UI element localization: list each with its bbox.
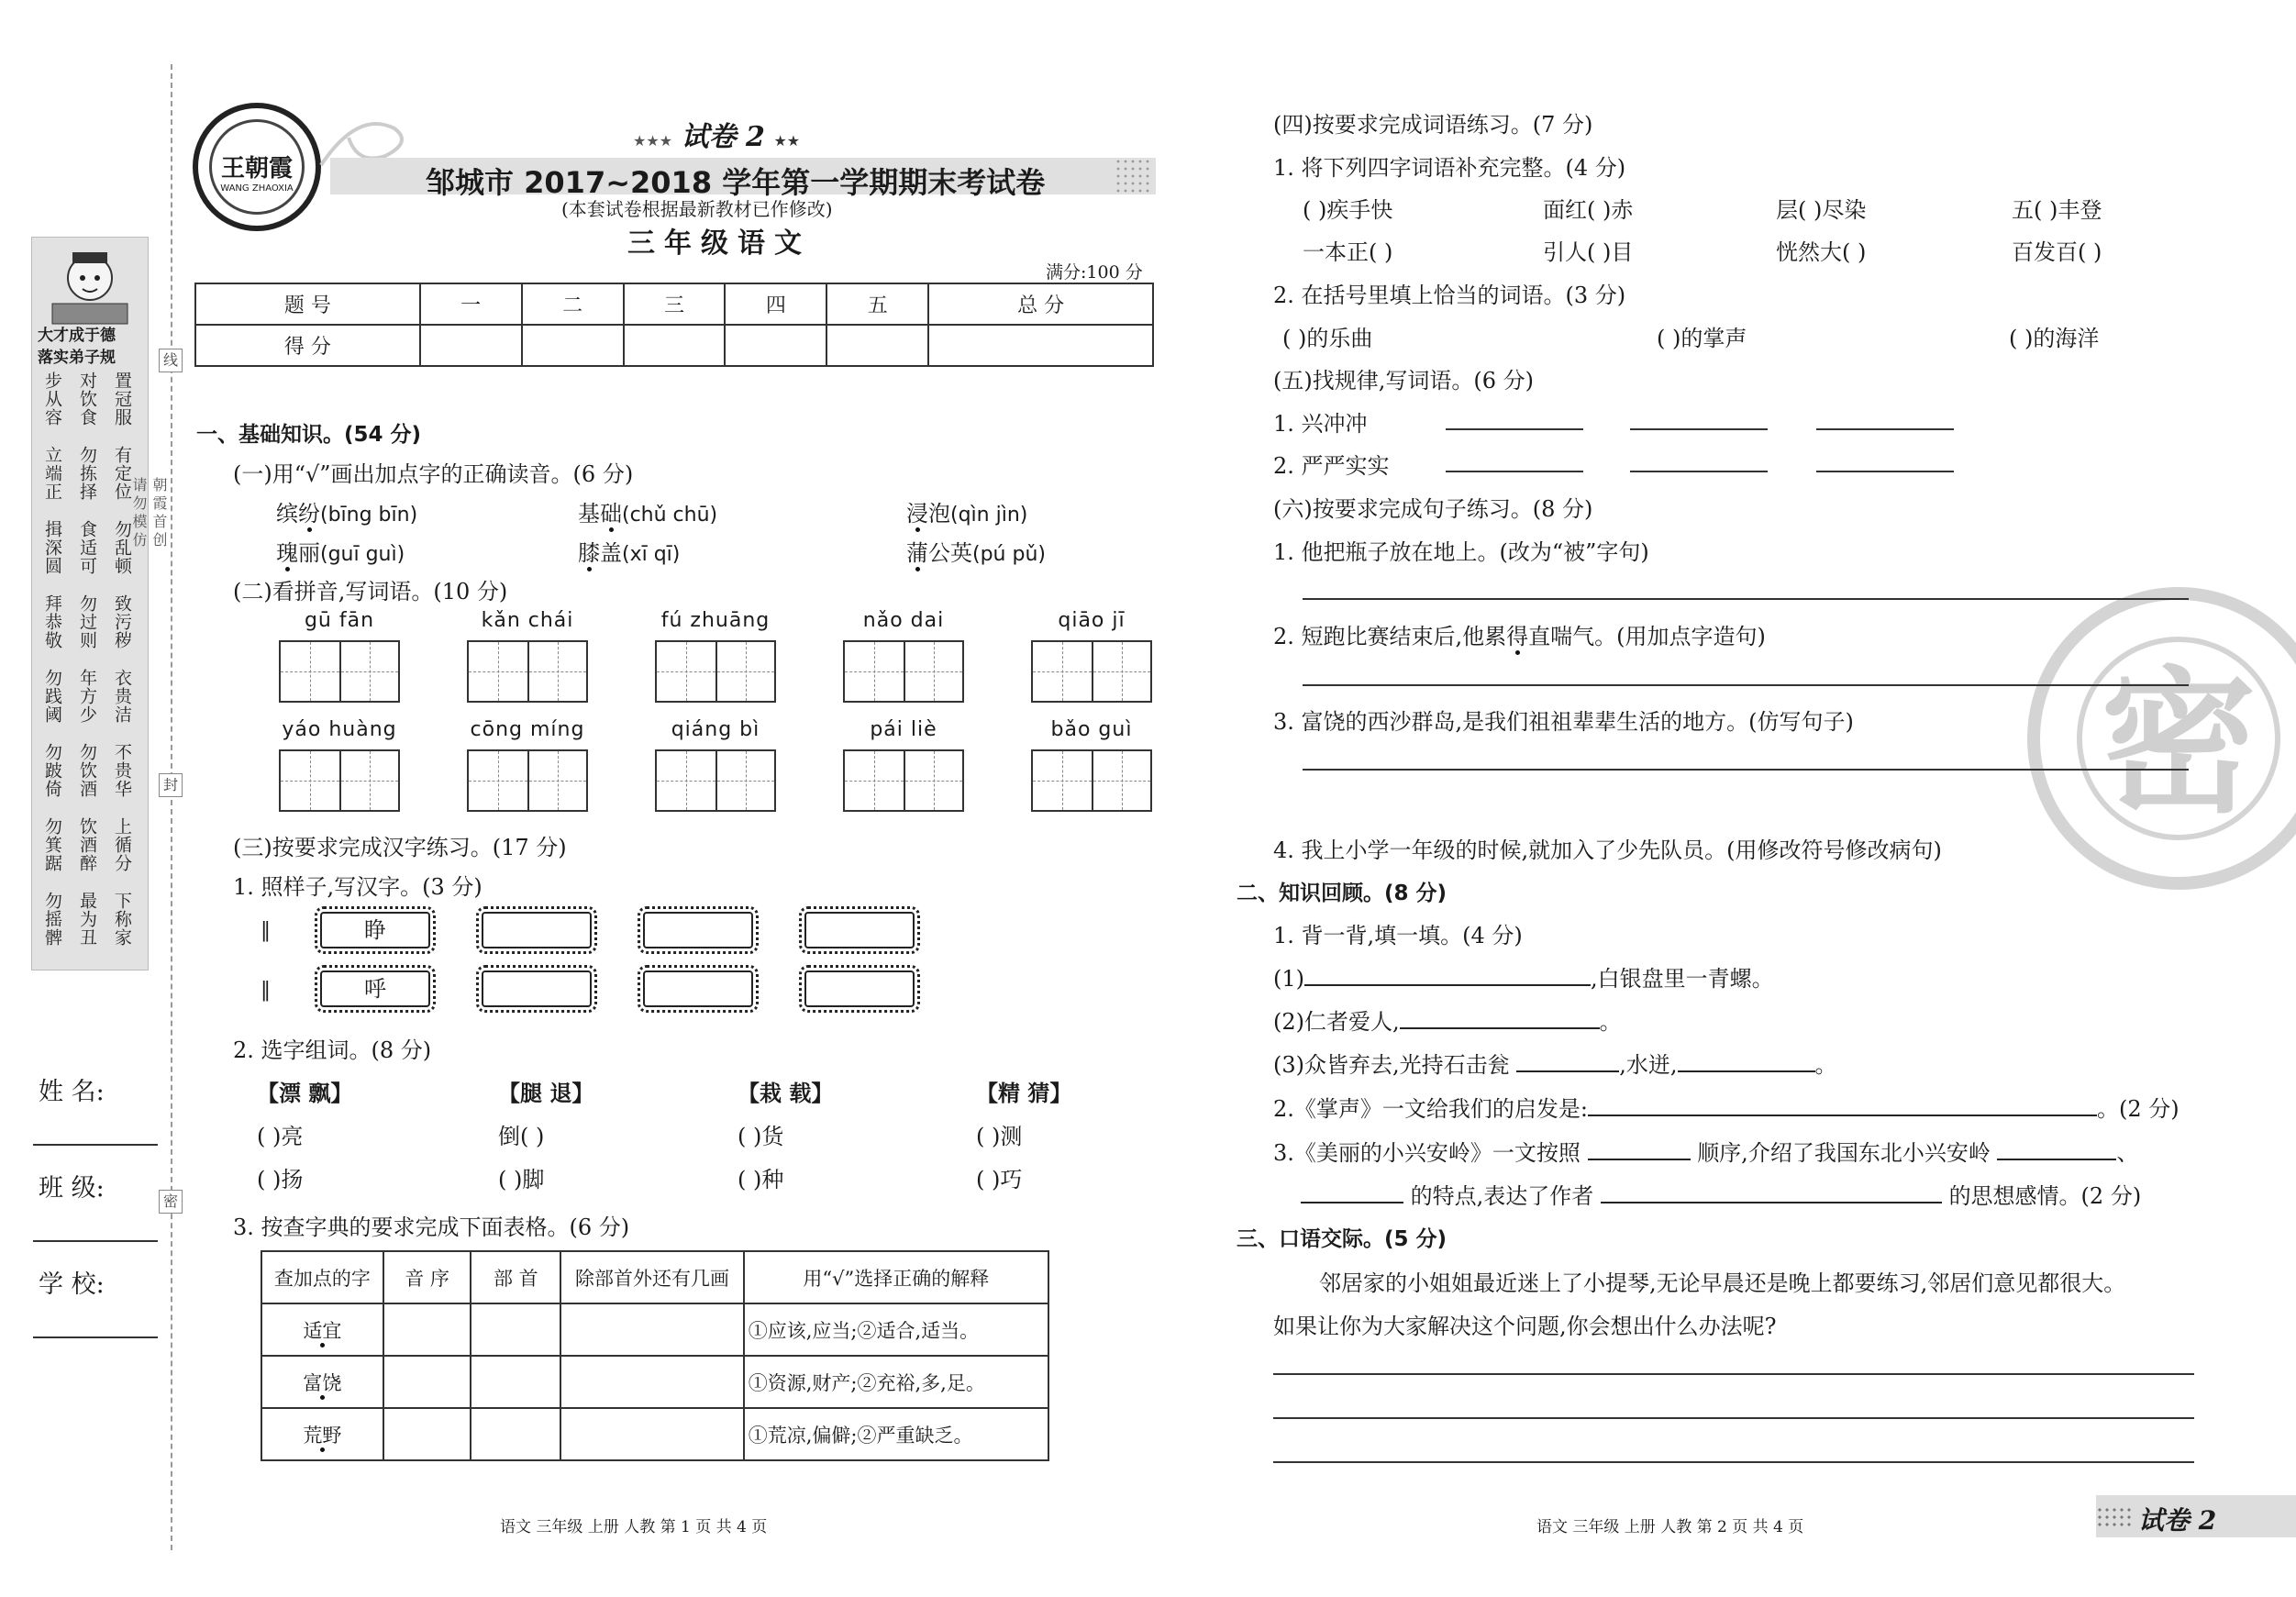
stars-right: ★★ (773, 132, 801, 150)
binder-note-1: 朝霞首创 (150, 477, 168, 550)
reading-item-pinyin[interactable]: (xī qī) (622, 543, 681, 566)
motto-column: 勿过则 (77, 594, 97, 649)
motto-column: 不贵华 (112, 743, 132, 798)
motto-column: 勿箕踞 (42, 817, 62, 872)
dict-header-cell: 查加点的字 (261, 1251, 383, 1303)
part2-q2 (1273, 1091, 2180, 1123)
writing-grid[interactable] (279, 749, 400, 812)
writing-grid-cell[interactable] (469, 642, 527, 701)
binder-note-2: 请勿模仿 (130, 477, 148, 550)
reading-item-dotted-char: 瑰 (276, 540, 298, 566)
dict-word-cell (261, 1303, 383, 1356)
writing-grid[interactable] (1031, 640, 1152, 703)
poem-line-2-post: 。 (1599, 1009, 1622, 1035)
q6-s3: 3. 富饶的西沙群岛,是我们祖祖辈辈生活的地方。(仿写句子) (1273, 709, 1854, 735)
score-header-cell: 四 (725, 283, 826, 325)
word-pair: 【精 猜】 (976, 1080, 1072, 1106)
radical-mark-2: ‖ (261, 979, 271, 1002)
dict-header-cell: 除部首外还有几画 (560, 1251, 743, 1303)
score-input-cell[interactable] (725, 325, 826, 366)
reading-item-pinyin[interactable]: (chǔ chū) (622, 504, 718, 527)
q6-s2-dot: 得 (1506, 624, 1529, 649)
binder-mark-xian: 线 (159, 349, 183, 372)
writing-grid[interactable] (467, 749, 588, 812)
school-label: 学 校: (39, 1270, 105, 1299)
score-input-cell[interactable] (826, 325, 928, 366)
word-blank[interactable]: ( )扬 (257, 1167, 304, 1192)
word-blank[interactable]: ( )种 (738, 1167, 784, 1192)
reading-item-dotted-char: 膝 (578, 540, 600, 566)
sidebar-panel (31, 237, 149, 970)
dict-row (261, 1303, 1048, 1356)
school-field[interactable] (33, 1336, 158, 1338)
writing-grid-cell[interactable] (904, 751, 962, 810)
binder-mark-feng: 封 (159, 773, 183, 797)
pinyin-label: qiāo jī (1058, 609, 1126, 632)
q3-sub1: 1. 照样子,写汉字。(3 分) (233, 874, 482, 900)
dict-header-cell: 部 首 (471, 1251, 560, 1303)
q5-blank-1[interactable] (1446, 428, 1583, 430)
title-band-dots (1115, 158, 1151, 194)
reading-item-dotted-char: 础 (600, 501, 622, 527)
motto-column: 勿践阈 (42, 669, 62, 724)
brand-logo (193, 103, 321, 231)
writing-grid-cell[interactable] (469, 751, 527, 810)
motto-column: 勿饮酒 (77, 743, 97, 798)
writing-grid[interactable] (843, 749, 964, 812)
score-input-cell[interactable] (928, 325, 1153, 366)
writing-grid[interactable] (843, 640, 964, 703)
motto-column: 食适可 (77, 520, 97, 575)
writing-grid[interactable] (655, 640, 776, 703)
part2-q3-end: 、 (2116, 1140, 2139, 1166)
poem-line-2-pre: (2)仁者爱人, (1273, 1009, 1400, 1035)
stars-left: ★★★ (633, 132, 673, 150)
idiom-blank[interactable]: 百发百( ) (2012, 239, 2102, 265)
corner-tag-dots (2096, 1506, 2133, 1526)
dict-input-radical[interactable] (471, 1303, 560, 1356)
part2-q2-pre: 2.《掌声》一文给我们的启发是: (1273, 1096, 1588, 1122)
dict-header-cell: 音 序 (383, 1251, 471, 1303)
class-field[interactable] (33, 1240, 158, 1242)
footer-left: 语文 三年级 上册 人教 第 1 页 共 4 页 (500, 1518, 768, 1536)
part2-sub1: 1. 背一背,填一填。(4 分) (1273, 923, 1523, 948)
pinyin-group (843, 718, 964, 812)
poem-line-1-pre: (1) (1273, 966, 1304, 992)
paper-label: 试卷 2 (681, 121, 765, 153)
score-header-cell: 二 (522, 283, 624, 325)
score-table (194, 283, 1154, 367)
logo-text: 王朝霞 (220, 155, 293, 183)
reading-item-dotted-char: 纷 (298, 501, 320, 527)
paper-label-row (633, 114, 800, 154)
part2-q3-line2 (1301, 1178, 2141, 1210)
score-input-cell[interactable] (522, 325, 624, 366)
reading-item-post: 公英 (928, 540, 972, 566)
score-header-cell: 五 (826, 283, 928, 325)
reading-item-pre: 缤 (276, 501, 298, 527)
writing-grid-cell[interactable] (715, 751, 774, 810)
score-header-cell: 总 分 (928, 283, 1153, 325)
score-row-label: 得 分 (195, 325, 420, 366)
pinyin-label: nǎo dai (862, 609, 945, 632)
pinyin-group (1031, 609, 1152, 703)
exam-subject: 三年级语文 (627, 227, 811, 260)
full-score: 满分:100 分 (1046, 262, 1143, 283)
reading-item-pinyin[interactable]: (bīng bīn) (320, 504, 418, 527)
idiom-blank[interactable]: 层( )尽染 (1776, 197, 1867, 223)
q6-s4: 4. 我上小学一年级的时候,就加入了少先队员。(用修改符号修改病句) (1273, 837, 1942, 863)
pinyin-group (655, 718, 776, 812)
q1-title: (一)用“√”画出加点字的正确读音。(6 分) (233, 461, 634, 487)
q6-answer-line-3[interactable] (1303, 769, 2189, 771)
radical-mark-1: ‖ (261, 919, 271, 942)
reading-item-pinyin[interactable]: (guī guì) (320, 543, 405, 566)
q4-sub1: 1. 将下列四字词语补充完整。(4 分) (1273, 155, 1626, 181)
word-blank[interactable]: ( )亮 (257, 1124, 304, 1149)
phrase-blank[interactable]: ( )的海洋 (2009, 326, 2100, 351)
writing-grid-cell[interactable] (715, 642, 774, 701)
phrase-blank[interactable]: ( )的掌声 (1657, 326, 1747, 351)
answer-frame-3[interactable] (799, 906, 920, 954)
logo-subtext: WANG ZHAOXIA (220, 183, 294, 194)
writing-grid-cell[interactable] (1092, 751, 1150, 810)
idiom-blank[interactable]: 一本正( ) (1303, 239, 1393, 265)
writing-grid[interactable] (1031, 749, 1152, 812)
reading-item (276, 535, 405, 567)
writing-grid-cell[interactable] (904, 642, 962, 701)
q5-blank-3[interactable] (1816, 428, 1954, 430)
name-label: 姓 名: (39, 1078, 105, 1106)
dict-word: 适宜 (303, 1319, 342, 1342)
motto-column: 衣贵洁 (112, 669, 132, 724)
binding-dashed-line (171, 64, 172, 1550)
word-pair: 【漂 飘】 (257, 1080, 353, 1106)
motto-column: 饮酒醉 (77, 817, 97, 872)
q6-s2-post: 直喘气。(用加点字造句) (1528, 624, 1766, 649)
dict-word-cell (261, 1356, 383, 1408)
dict-input-order[interactable] (383, 1356, 471, 1408)
writing-grid-cell[interactable] (1092, 642, 1150, 701)
motto-column: 对饮食 (77, 372, 97, 427)
dict-input-strokes[interactable] (560, 1356, 743, 1408)
part3-paragraph-2: 如果让你为大家解决这个问题,你会想出什么办法呢? (1273, 1314, 1777, 1339)
poem-line-1 (1273, 960, 1774, 993)
word-pair: 【腿 退】 (498, 1080, 594, 1106)
poem-blank-3[interactable] (1516, 1048, 1619, 1072)
reading-item-post: 泡 (928, 501, 950, 527)
writing-grid[interactable] (467, 640, 588, 703)
motto-column: 勿摇髀 (42, 892, 62, 947)
pinyin-group (467, 609, 588, 703)
idiom-blank[interactable]: ( )疾手快 (1303, 197, 1393, 223)
motto-column: 步从容 (42, 372, 62, 427)
answer-frame-2[interactable] (638, 906, 759, 954)
q6-s2-pre: 2. 短跑比赛结束后,他累 (1273, 624, 1507, 649)
q5-blank-2[interactable] (1630, 428, 1768, 430)
part2-q3-blank-4[interactable] (1601, 1180, 1942, 1203)
q5-blank-5[interactable] (1630, 471, 1768, 472)
cartoon-caption-1: 大才成于德 (38, 327, 116, 345)
idiom-blank[interactable]: 五( )丰登 (2012, 197, 2102, 223)
pinyin-label: qiáng bì (671, 718, 760, 741)
part3-paragraph-1: 邻居家的小姐姐最近迷上了小提琴,无论早晨还是晚上都要练习,邻居们意见都很大。 (1319, 1270, 2126, 1296)
word-blank[interactable]: ( )巧 (976, 1167, 1023, 1192)
writing-grid-cell[interactable] (657, 751, 715, 810)
poem-line-3-pre: (3)众皆弃去,光持石击瓮 (1273, 1052, 1510, 1078)
score-header-cell: 三 (624, 283, 726, 325)
answer-frame-6[interactable] (799, 965, 920, 1013)
pinyin-label: yáo huàng (282, 718, 397, 741)
motto-column: 致污秽 (112, 594, 132, 649)
motto-column: 立端正 (42, 446, 62, 501)
corner-tag-label: 试卷 2 (2138, 1505, 2217, 1536)
score-input-cell[interactable] (420, 325, 522, 366)
q3-sub3: 3. 按查字典的要求完成下面表格。(6 分) (233, 1214, 630, 1240)
part3-heading: 三、口语交际。(5 分) (1237, 1227, 1447, 1251)
q6-s2 (1273, 618, 1766, 650)
writing-grid-cell[interactable] (339, 642, 398, 701)
motto-column: 有定位 (112, 446, 132, 501)
reading-item-post: 丽 (298, 540, 320, 566)
dict-meaning-cell[interactable]: ①应该,应当;②适合,适当。 (744, 1303, 1048, 1356)
part2-heading: 二、知识回顾。(8 分) (1237, 882, 1447, 905)
idiom-blank[interactable]: 面红( )赤 (1543, 197, 1634, 223)
q6-answer-line-2[interactable] (1303, 684, 2189, 686)
pinyin-label: bǎo guì (1050, 718, 1133, 741)
dict-input-strokes[interactable] (560, 1303, 743, 1356)
cartoon-caption-2: 落实弟子规 (38, 349, 116, 367)
poem-blank-2[interactable] (1400, 1005, 1600, 1029)
word-blank[interactable]: ( )货 (738, 1124, 784, 1149)
dict-word-cell (261, 1408, 383, 1460)
q5-blank-6[interactable] (1816, 471, 1954, 472)
writing-grid[interactable] (655, 749, 776, 812)
phrase-blank[interactable]: ( )的乐曲 (1282, 326, 1373, 351)
part3-answer-line-3[interactable] (1273, 1461, 2194, 1463)
part3-answer-line-2[interactable] (1273, 1417, 2194, 1419)
motto-column: 拜恭敬 (42, 594, 62, 649)
name-field[interactable] (33, 1144, 158, 1146)
dict-meaning-cell[interactable]: ①荒凉,偏僻;②严重缺乏。 (744, 1408, 1048, 1460)
part1-heading: 一、基础知识。(54 分) (196, 423, 422, 447)
reading-item (276, 495, 417, 527)
q5-title: (五)找规律,写词语。(6 分) (1273, 368, 1534, 394)
q4-title: (四)按要求完成词语练习。(7 分) (1273, 112, 1593, 138)
idiom-blank[interactable]: 恍然大( ) (1776, 239, 1867, 265)
poem-line-1-post: ,白银盘里一青螺。 (1591, 966, 1774, 992)
q6-answer-line-1[interactable] (1303, 598, 2189, 600)
reading-item (906, 535, 1046, 567)
writing-grid[interactable] (279, 640, 400, 703)
part2-q3-blank-2[interactable] (1997, 1137, 2116, 1160)
q5-blank-4[interactable] (1446, 471, 1583, 472)
answer-frame-5[interactable] (638, 965, 759, 1013)
motto-column: 最为丑 (77, 892, 97, 947)
binder-mark-mi: 密 (159, 1190, 183, 1214)
exam-note: (本套试卷根据最新教材已作修改) (561, 198, 833, 220)
word-pair: 【栽 载】 (738, 1080, 834, 1106)
dict-input-radical[interactable] (471, 1408, 560, 1460)
dict-row (261, 1356, 1048, 1408)
class-label: 班 级: (39, 1174, 105, 1203)
part2-q3b-mid: 的特点,表达了作者 (1410, 1183, 1594, 1209)
word-blank[interactable]: ( )测 (976, 1124, 1023, 1149)
corner-tag (2096, 1495, 2296, 1537)
poem-line-3 (1273, 1047, 1837, 1079)
reading-item-dotted-char: 浸 (906, 501, 928, 527)
score-header-label: 题 号 (195, 283, 420, 325)
reading-item-pinyin[interactable]: (pú pǔ) (972, 543, 1046, 566)
pinyin-group (279, 609, 400, 703)
reading-item-dotted-char: 蒲 (906, 540, 928, 566)
dictionary-table (261, 1250, 1049, 1461)
dict-header-cell: 用“√”选择正确的解释 (744, 1251, 1048, 1303)
pinyin-group (279, 718, 400, 812)
writing-grid-cell[interactable] (527, 751, 586, 810)
score-header-cell: 一 (420, 283, 522, 325)
dict-word: 富饶 (303, 1371, 342, 1394)
poem-line-3-post: 。 (1814, 1052, 1837, 1078)
motto-column: 上循分 (112, 817, 132, 872)
writing-grid-cell[interactable] (281, 751, 339, 810)
writing-grid-cell[interactable] (1033, 642, 1092, 701)
reading-item-pinyin[interactable]: (qìn jìn) (950, 504, 1028, 527)
poem-blank-1[interactable] (1304, 962, 1591, 986)
writing-grid-cell[interactable] (845, 751, 904, 810)
reading-item (578, 495, 717, 527)
part2-q2-blank[interactable] (1588, 1092, 2097, 1116)
q3-sub2: 2. 选字组词。(8 分) (233, 1037, 432, 1063)
dict-input-order[interactable] (383, 1408, 471, 1460)
pinyin-label: cōng míng (470, 718, 585, 741)
pinyin-group (467, 718, 588, 812)
motto-column: 年方少 (77, 669, 97, 724)
reading-item-post: 盖 (600, 540, 622, 566)
q6-title: (六)按要求完成句子练习。(8 分) (1273, 496, 1593, 522)
dict-input-radical[interactable] (471, 1356, 560, 1408)
footer-right: 语文 三年级 上册 人教 第 2 页 共 4 页 (1536, 1518, 1804, 1536)
writing-grid-cell[interactable] (527, 642, 586, 701)
part2-q3-mid: 顺序,介绍了我国东北小兴安岭 (1697, 1140, 1991, 1166)
score-input-cell[interactable] (624, 325, 726, 366)
poem-line-3-mid: ,水迸, (1619, 1052, 1678, 1078)
writing-grid-cell[interactable] (281, 642, 339, 701)
q3-title: (三)按要求完成汉字练习。(17 分) (233, 835, 567, 860)
dict-meaning-cell[interactable]: ①资源,财产;②充裕,多,足。 (744, 1356, 1048, 1408)
pinyin-label: pái liè (870, 718, 937, 741)
q5-item1: 1. 兴冲冲 (1273, 411, 1368, 437)
q2-title: (二)看拼音,写词语。(10 分) (233, 579, 508, 604)
writing-grid-cell[interactable] (339, 751, 398, 810)
writing-grid-cell[interactable] (1033, 751, 1092, 810)
part2-q2-post: 。(2 分) (2096, 1096, 2180, 1122)
writing-grid-cell[interactable] (657, 642, 715, 701)
word-blank[interactable]: 倒( ) (498, 1124, 545, 1149)
stamp-char: 密 (2077, 637, 2280, 840)
pinyin-label: kǎn chái (481, 609, 574, 632)
reading-item (906, 495, 1027, 527)
writing-grid-cell[interactable] (845, 642, 904, 701)
reading-item (578, 535, 680, 567)
motto-column: 置冠服 (112, 372, 132, 427)
dict-input-strokes[interactable] (560, 1408, 743, 1460)
part2-q3-blank-3[interactable] (1301, 1180, 1403, 1203)
word-blank[interactable]: ( )脚 (498, 1167, 545, 1192)
reading-item-pre: 基 (578, 501, 600, 527)
poem-blank-4[interactable] (1678, 1048, 1815, 1072)
q5-item2: 2. 严严实实 (1273, 453, 1390, 479)
sample-frame-1: 睁 (315, 906, 436, 954)
confidential-stamp (2027, 587, 2296, 890)
part2-q3b-post: 的思想感情。(2 分) (1948, 1183, 2142, 1209)
motto-column: 揖深圆 (42, 520, 62, 575)
answer-frame-1[interactable] (476, 906, 597, 954)
pinyin-group (843, 609, 964, 703)
motto-column: 勿拣择 (77, 446, 97, 501)
motto-column: 勿乱顿 (112, 520, 132, 575)
part2-q3-blank-1[interactable] (1588, 1137, 1691, 1160)
pinyin-group (1031, 718, 1152, 812)
motto-column: 下称家 (112, 892, 132, 947)
dict-input-order[interactable] (383, 1303, 471, 1356)
exam-title: 邹城市 2017~2018 学年第一学期期末考试卷 (426, 165, 1046, 200)
sample-frame-2: 呼 (315, 965, 436, 1013)
part3-answer-line-1[interactable] (1273, 1373, 2194, 1375)
q6-s1: 1. 他把瓶子放在地上。(改为“被”字句) (1273, 539, 1649, 565)
dict-row (261, 1408, 1048, 1460)
part2-q3 (1273, 1135, 2138, 1167)
pinyin-label: fú zhuāng (660, 609, 771, 632)
motto-column: 勿跛倚 (42, 743, 62, 798)
part2-q3-pre: 3.《美丽的小兴安岭》一文按照 (1273, 1140, 1581, 1166)
idiom-blank[interactable]: 引人( )目 (1543, 239, 1634, 265)
dict-word: 荒野 (303, 1424, 342, 1447)
pinyin-group (655, 609, 776, 703)
q4-sub2: 2. 在括号里填上恰当的词语。(3 分) (1273, 283, 1626, 308)
pinyin-label: gū fān (304, 609, 375, 632)
poem-line-2 (1273, 1004, 1622, 1036)
answer-frame-4[interactable] (476, 965, 597, 1013)
